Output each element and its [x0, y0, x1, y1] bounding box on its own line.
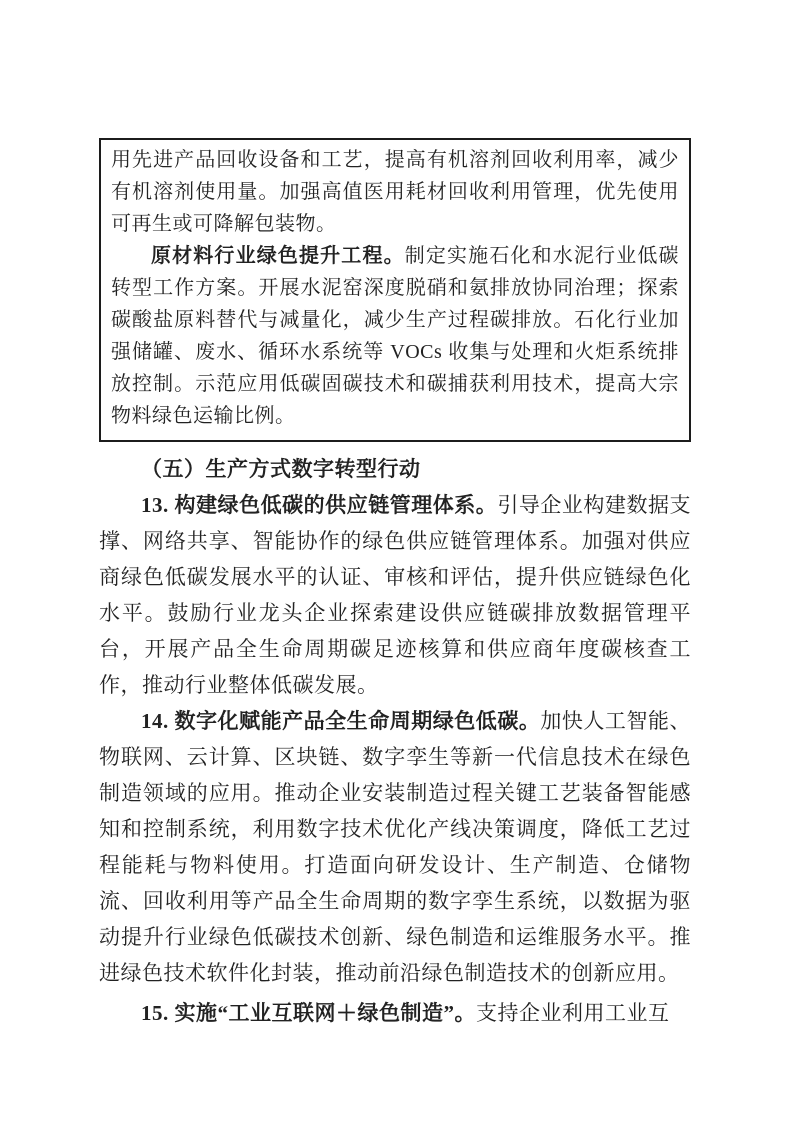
item-15-body: 支持企业利用工业互: [476, 1001, 670, 1025]
paragraph-item-14: [99, 703, 691, 991]
callout-raw-materials-body: 制定实施石化和水泥行业低碳转型工作方案。开展水泥窑深度脱硝和氨排放协同治理；探索碳酸盐原料替代与减量化，减少生产过程碳排放。石化行业加强储罐、废水、循环水系统等 VOCs 收集与处理和火炬系统排放控制。示范应用低碳固碳技术和碳捕获利用技术，提高大宗物料绿色运输比例。: [111, 245, 679, 427]
item-14-body: 加快人工智能、物联网、云计算、区块链、数字孪生等新一代信息技术在绿色制造领域的应用。推动企业安装制造过程关键工艺装备智能感知和控制系统，利用数字技术优化产线决策调度，降低工艺过程能耗与物料使用。打造面向研发设计、生产制造、仓储物流、回收利用等产品全生命周期的数字孪生系统，以数据为驱动提升行业绿色低碳技术创新、绿色制造和运维服务水平。推进绿色技术软件化封装，推动前沿绿色制造技术的创新应用。: [99, 709, 691, 985]
project-callout-box: [99, 138, 691, 442]
item-14-lead: 14. 数字化赋能产品全生命周期绿色低碳。: [141, 709, 541, 733]
item-13-lead: 13. 构建绿色低碳的供应链管理体系。: [141, 493, 498, 517]
paragraph-item-13: [99, 487, 691, 703]
item-13-body: 引导企业构建数据支撑、网络共享、智能协作的绿色供应链管理体系。加强对供应商绿色低碳发展水平的认证、审核和评估，提升供应链绿色化水平。鼓励行业龙头企业探索建设供应链碳排放数据管理平台，开展产品全生命周期碳足迹核算和供应商年度碳核查工作，推动行业整体低碳发展。: [99, 493, 692, 697]
section-heading-5: （五）生产方式数字转型行动: [141, 457, 421, 481]
callout-raw-materials-lead: 原材料行业绿色提升工程。: [151, 245, 405, 267]
body-text: [99, 451, 691, 1031]
callout-continuation-paragraph: 用先进产品回收设备和工艺，提高有机溶剂回收利用率，减少有机溶剂使用量。加强高值医用耗材回收利用管理，优先使用可再生或可降解包装物。: [111, 149, 679, 235]
callout-raw-materials-paragraph: [111, 240, 679, 432]
paragraph-item-15: [99, 995, 691, 1031]
page-content: [99, 138, 691, 1031]
item-15-lead: 15. 实施“工业互联网＋绿色制造”。: [141, 1001, 476, 1025]
